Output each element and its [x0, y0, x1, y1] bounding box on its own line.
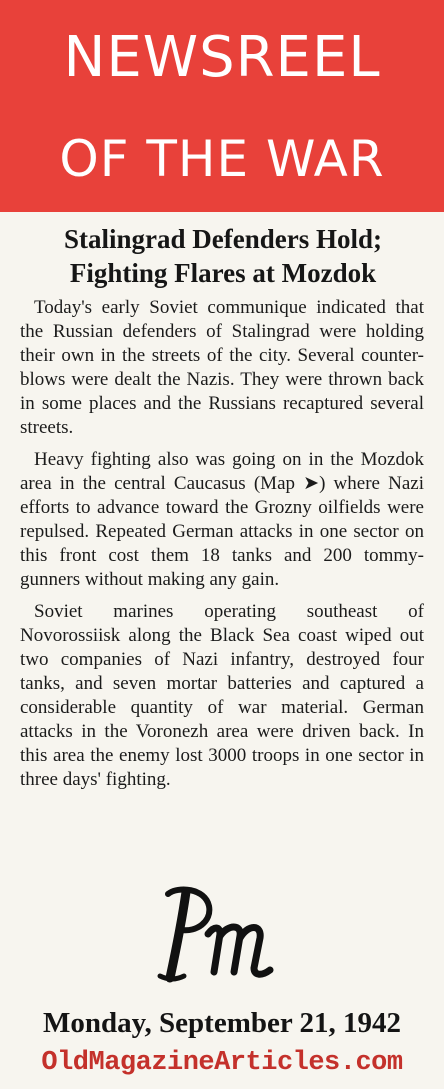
banner-title-line1: NEWSREEL	[63, 25, 381, 90]
pm-logo-graphic	[0, 867, 444, 990]
article-body	[20, 296, 424, 800]
article-paragraph-1: Today's early Soviet communique indicated that the Russian defenders of Stalingrad were holding their own in the streets of the city. Several counter-blows were dealt the Nazis. They were thrown back in some places and the Russians recaptured several streets.	[20, 297, 424, 438]
newsreel-banner	[0, 0, 444, 212]
banner-title-line2: OF THE WAR	[59, 130, 385, 188]
pm-logo-text: PM	[0, 867, 24, 884]
pm-logo	[0, 867, 444, 990]
source-website: OldMagazineArticles.com	[41, 1048, 403, 1078]
article-paragraph-2: Heavy fighting also was going on in the Mozdok area in the central Caucasus (Map ➤) where Nazi efforts to advance toward the Grozny oilfields were repulsed. Repeated German attacks in one sector on this front cost them 18 tanks and 200 tommy-gunners without making any gain.	[20, 449, 424, 590]
publication-date: Monday, September 21, 1942	[43, 1007, 401, 1039]
headline-line2: Fighting Flares at Mozdok	[69, 258, 377, 288]
article-paragraph-3: Soviet marines operating southeast of Novorossiisk along the Black Sea coast wiped out two companies of Nazi infantry, destroyed four tanks, and seven mortar batteries and captured a considerable quantity of war material. German attacks in the Voronezh area were driven back. In this area the enemy lost 3000 troops in one sector in three days' fighting.	[20, 601, 424, 790]
headline-line1: Stalingrad Defenders Hold;	[63, 224, 382, 254]
